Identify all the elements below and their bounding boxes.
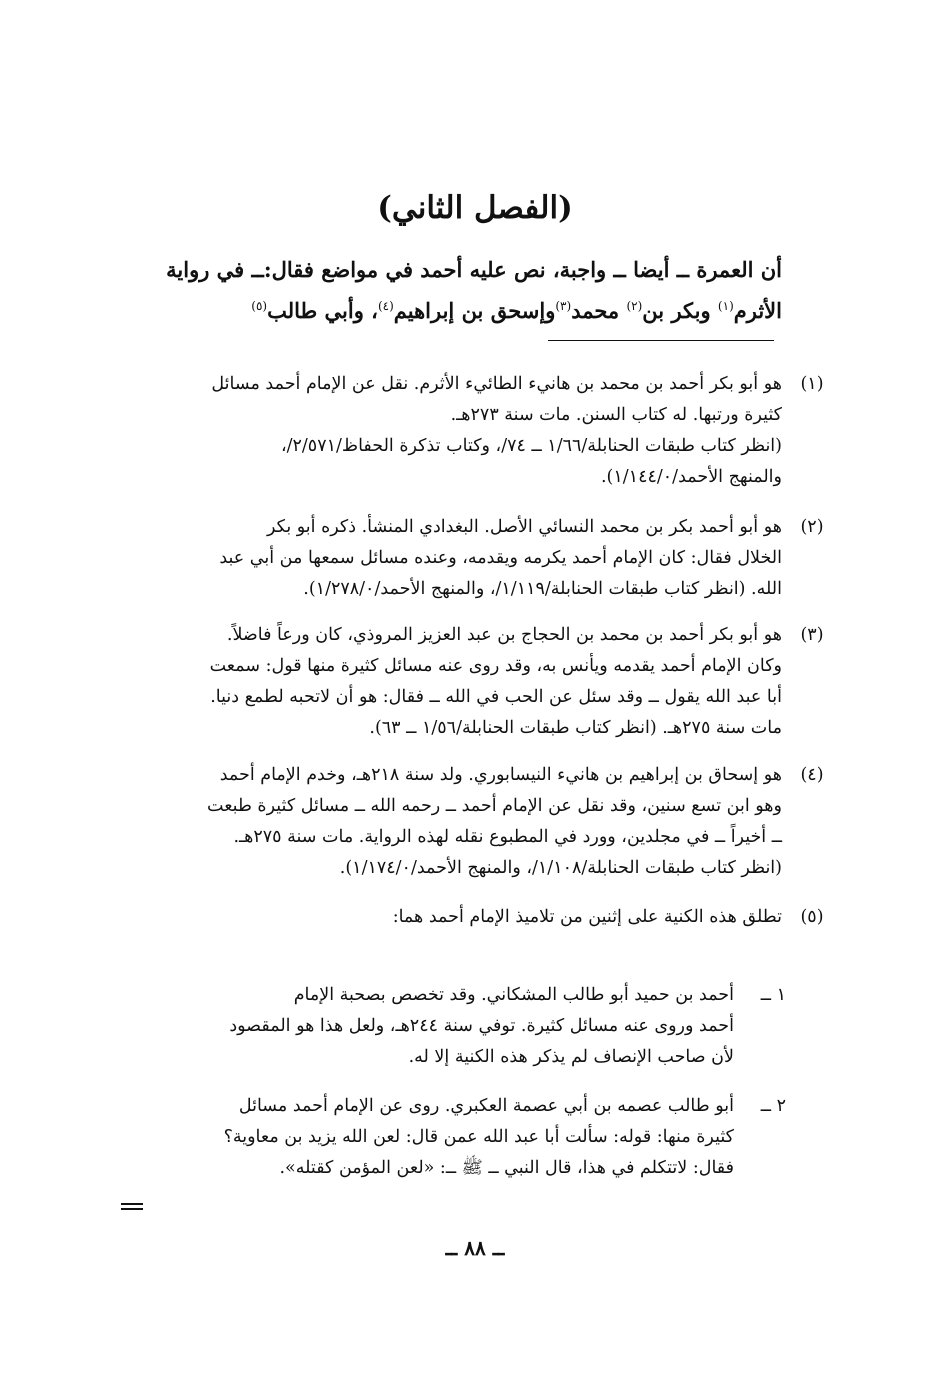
- subitem-line: أبو طالب عصمه بن أبي عصمة العكبري. روى عن الإمام أحمد مسائل: [238, 1096, 734, 1116]
- footnote-4: [120, 760, 824, 884]
- footnote-line: هو إسحاق بن إبراهيم بن هانيء النيسابوري. ولد سنة ٢١٨هـ، وخدم الإمام أحمد: [219, 765, 782, 785]
- subitem-line: كثيرة منها: قوله: سألت أبا عبد الله عمن قال: لعن الله يزيد بن معاوية؟: [223, 1127, 734, 1147]
- footnote-line: ــ أخيراً ــ في مجلدين، وورد في المطبوع نقله لهذه الرواية. مات سنة ٢٧٥هـ.: [233, 827, 782, 847]
- footnote-number: (٥): [800, 907, 824, 927]
- intro-line-2: [162, 288, 782, 329]
- footnote-ref[interactable]: (٤): [377, 299, 394, 313]
- intro-text: محمد: [571, 298, 627, 323]
- footnote-line: أبا عبد الله يقول ــ وقد سئل عن الحب في الله ــ فقال: هو أن لاتحبه لطمع دنيا.: [210, 687, 782, 707]
- intro-text: وبكر بن: [642, 298, 718, 323]
- footnote-line: وكان الإمام أحمد يقدمه ويأنس به، وقد روى عنه مسائل كثيرة منها قول: سمعت: [209, 656, 782, 676]
- subitem-line: أحمد بن حميد أبو طالب المشكاني. وقد تخصص بصحبة الإمام: [293, 985, 734, 1005]
- footnote-line: (انظر كتاب طبقات الحنابلة/١/٦٦ ــ ٧٤/، وكتاب تذكرة الحفاظ/٢/٥٧١/،: [280, 436, 782, 456]
- subitem-number: ٢ ــ: [760, 1096, 786, 1116]
- chapter-title: (الفصل الثاني): [377, 190, 573, 226]
- footnote-ref[interactable]: (١): [717, 299, 734, 313]
- footnote-line: هو أبو بكر أحمد بن محمد بن الحجاج بن عبد العزيز المروذي، كان ورعاً فاضلاً.: [226, 625, 782, 645]
- footnote-line: (انظر كتاب طبقات الحنابلة/١/١٠٨/، والمنهج الأحمد/١/١٧٤/٠).: [339, 858, 782, 878]
- page-number: ــ ٨٨ ــ: [445, 1236, 505, 1260]
- footnote-number: (٤): [800, 765, 824, 785]
- footnote-ref[interactable]: (٥): [251, 299, 268, 313]
- footnote-number: (٣): [800, 625, 824, 645]
- footnote-line: الله. (انظر كتاب طبقات الحنابلة/١/١١٩/، والمنهج الأحمد/١/٢٧٨/٠).: [303, 579, 782, 599]
- intro-line-1: أن العمرة ــ أيضا ــ واجبة، نص عليه أحمد في مواضع فقال:ــ في رواية: [166, 257, 782, 282]
- footnote-line: وهو ابن تسع سنين، وقد نقل عن الإمام أحمد ــ رحمه الله ــ مسائل كثيرة طبعت: [207, 796, 782, 816]
- footnote-line: والمنهج الأحمد/١/١٤٤/٠).: [600, 467, 782, 487]
- subitem-line: أحمد وروى عنه مسائل كثيرة. توفي سنة ٢٤٤هـ، ولعل هذا هو المقصود: [229, 1016, 734, 1036]
- footnote-3: [120, 620, 824, 744]
- footnote-line: مات سنة ٢٧٥هـ. (انظر كتاب طبقات الحنابلة/١/٥٦ ــ ٦٣).: [369, 718, 782, 738]
- section-end-mark: [121, 1203, 143, 1213]
- footnote-5: [120, 902, 824, 933]
- subitem-line: فقال: لاتتكلم في هذا، قال النبي ــ ﷺ ــ: «لعن المؤمن كقتله».: [279, 1158, 734, 1178]
- intro-text: الأثرم: [733, 298, 782, 323]
- footnote-line: هو أبو بكر أحمد بن محمد بن هانيء الطائيء الأثرم. نقل عن الإمام أحمد مسائل: [211, 374, 782, 394]
- subitem-1: [184, 980, 786, 1073]
- footnote-2: [120, 512, 824, 605]
- footnote-line: الخلال فقال: كان الإمام أحمد يكرمه ويقدمه، وعنده مسائل سمعها من أبي عبد: [219, 548, 782, 568]
- footnote-line: هو أبو أحمد بكر بن محمد النسائي الأصل. البغدادي المنشأ. ذكره أبو بكر: [267, 517, 782, 537]
- subitem-line: لأن صاحب الإنصاف لم يذكر هذه الكنية إلا له.: [408, 1047, 734, 1067]
- intro-text: وإسحق بن إبراهيم: [393, 298, 556, 323]
- footnote-ref[interactable]: (٢): [626, 299, 643, 313]
- footnote-number: (١): [800, 374, 824, 394]
- footnote-line: تطلق هذه الكنية على إثنين من تلاميذ الإمام أحمد هما:: [392, 907, 782, 927]
- intro-paragraph: [162, 252, 782, 329]
- subitem-2: [184, 1091, 786, 1184]
- footnote-number: (٢): [800, 517, 824, 537]
- footnote-line: كثيرة ورتبها. له كتاب السنن. مات سنة ٢٧٣هـ.: [450, 405, 782, 425]
- subitem-number: ١ ــ: [760, 985, 786, 1005]
- footnote-separator: [548, 340, 774, 341]
- footnote-ref[interactable]: (٣): [555, 299, 572, 313]
- intro-text: ، وأبي طالب: [267, 298, 378, 323]
- footnote-1: [120, 369, 824, 493]
